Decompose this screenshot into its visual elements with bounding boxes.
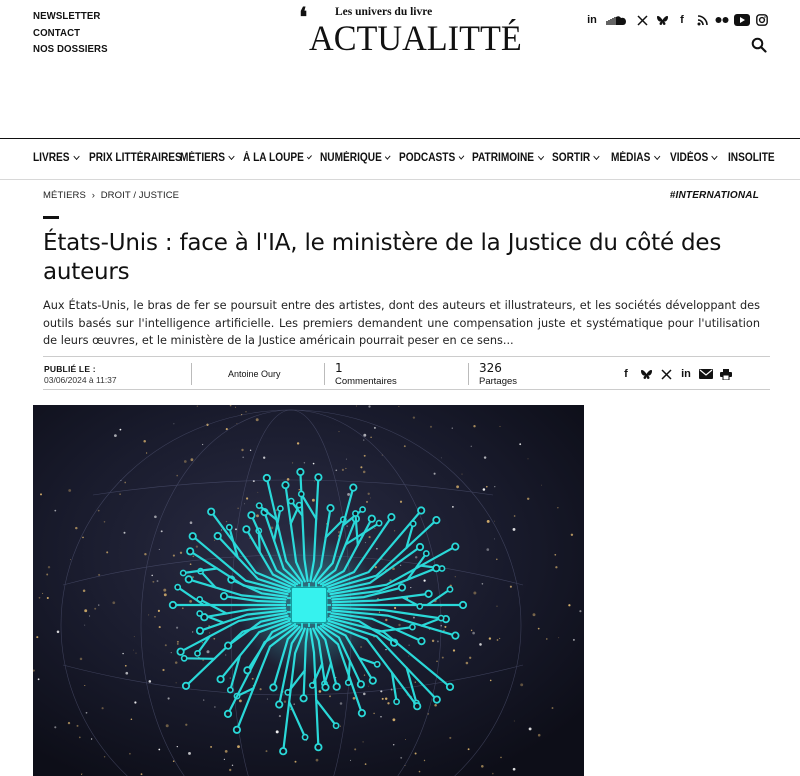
main-nav (0, 138, 800, 180)
x-icon[interactable] (632, 12, 652, 28)
chevron-down-icon (594, 153, 600, 160)
flickr-icon[interactable] (712, 12, 732, 28)
linkedin-icon[interactable]: in (681, 368, 691, 380)
youtube-icon[interactable] (732, 12, 752, 28)
article-hero-image (33, 405, 584, 776)
nav-insolite[interactable]: INSOLITE (728, 152, 775, 164)
site-logo[interactable] (297, 3, 522, 58)
article-title: États-Unis : face à l'IA, le ministère de la Justice du côté des auteurs (43, 230, 722, 285)
nav-patrimoine[interactable]: PATRIMOINE (472, 152, 542, 164)
published-date: 03/06/2024 à 11:37 (44, 375, 117, 385)
meta-divider (468, 363, 469, 385)
linkedin-icon[interactable]: in (587, 14, 597, 26)
nav-metiers[interactable]: MÉTIERS (180, 152, 235, 164)
chevron-down-icon (712, 153, 718, 160)
instagram-icon[interactable] (752, 12, 772, 28)
search-icon (751, 37, 767, 53)
top-links (33, 8, 114, 58)
chevron-down-icon (307, 154, 312, 160)
x-icon[interactable] (656, 367, 676, 381)
chevron-down-icon (228, 153, 234, 160)
rss-icon[interactable] (692, 12, 712, 28)
newsletter-link[interactable]: NEWSLETTER (33, 10, 101, 22)
article-lead: Aux États-Unis, le bras de fer se poursuit entre des artistes, dont des auteurs et illustrateurs, et les sociétés développant des outils basés sur l'intelligence artificielle. Les premiers demandent une compensation juste et systématique pour l'utilisation de leurs œuvres, et le ministère de la Justice américain pourrait peser en ce sens... (43, 299, 760, 347)
article-meta-bar (43, 356, 770, 390)
facebook-icon[interactable]: f (624, 368, 628, 380)
contact-link[interactable]: CONTACT (33, 26, 81, 39)
comments-label[interactable]: Commentaires (335, 376, 397, 387)
nav-a-la-loupe[interactable]: À LA LOUPE (243, 152, 311, 164)
dossiers-link[interactable]: NOS DOSSIERS (33, 43, 108, 55)
soundcloud-icon[interactable] (602, 12, 632, 28)
meta-divider (191, 363, 192, 385)
nav-podcasts[interactable]: PODCASTS (399, 152, 463, 164)
chevron-down-icon (459, 153, 465, 159)
facebook-icon[interactable]: f (680, 14, 684, 26)
title-accent-bar (43, 216, 59, 219)
nav-numerique[interactable]: NUMÉRIQUE (320, 152, 390, 164)
nav-videos[interactable]: VIDÉOS (670, 152, 721, 164)
share-buttons (616, 367, 736, 381)
hashtag-tag[interactable]: #INTERNATIONAL (669, 190, 759, 201)
logo-tagline: Les univers du livre (335, 6, 433, 18)
chevron-down-icon (73, 153, 79, 160)
nav-medias[interactable]: MÉDIAS (611, 152, 663, 164)
author-link[interactable]: Antoine Oury (228, 369, 281, 379)
nav-livres[interactable]: LIVRES (33, 152, 82, 164)
print-icon[interactable] (716, 367, 736, 381)
meta-divider (324, 363, 325, 385)
comments-count[interactable]: 1 (335, 361, 343, 375)
mail-icon[interactable] (696, 367, 716, 381)
social-links (582, 12, 772, 28)
nav-sortir[interactable]: SORTIR (552, 152, 604, 164)
breadcrumb (43, 190, 182, 201)
chevron-down-icon (385, 153, 390, 159)
breadcrumb-separator: › (91, 190, 95, 201)
published-label: PUBLIÉ LE : (44, 364, 96, 374)
logo-wordmark: ACTUALITTÉ (309, 18, 522, 58)
shares-label: Partages (479, 376, 518, 387)
logo-quote-mark: ❛ (299, 3, 308, 32)
breadcrumb-section[interactable]: MÉTIERS (43, 190, 86, 201)
breadcrumb-subsection[interactable]: DROIT / JUSTICE (100, 190, 180, 201)
nav-prix-litteraires[interactable]: PRIX LITTÉRAIRES (89, 152, 182, 164)
search-button[interactable] (751, 37, 767, 53)
circuit-brain-illustration (33, 405, 584, 776)
bluesky-icon[interactable] (652, 12, 672, 28)
shares-count: 326 (479, 361, 502, 375)
chevron-down-icon (537, 153, 543, 160)
bluesky-icon[interactable] (636, 367, 656, 381)
chevron-down-icon (654, 153, 660, 160)
